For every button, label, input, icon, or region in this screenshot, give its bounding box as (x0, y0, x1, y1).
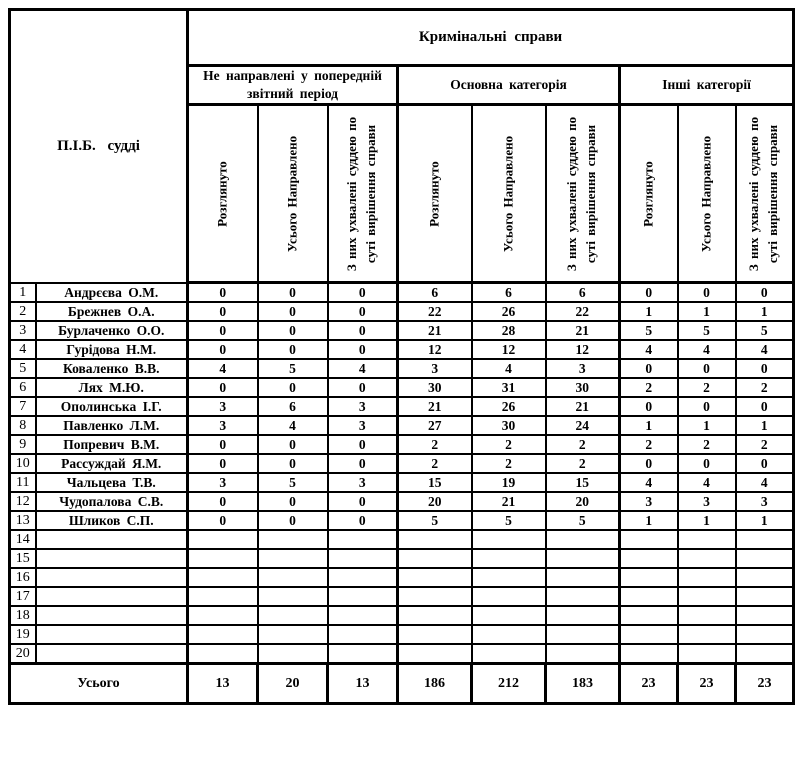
column-header-g2-c2 (736, 105, 794, 283)
judge-name: Чудопалова С.В. (36, 492, 188, 511)
column-header-g1-c0 (398, 105, 472, 283)
value-cell: 5 (258, 359, 328, 378)
value-cell (620, 530, 678, 549)
value-cell (546, 587, 620, 606)
value-cell: 3 (328, 416, 398, 435)
row-number: 4 (10, 340, 36, 359)
value-cell (328, 587, 398, 606)
value-cell: 0 (258, 302, 328, 321)
total-value-cell: 13 (328, 664, 398, 704)
value-cell: 4 (472, 359, 546, 378)
value-cell (472, 606, 546, 625)
value-cell: 15 (546, 473, 620, 492)
value-cell (620, 606, 678, 625)
table-body (10, 283, 794, 664)
value-cell: 4 (328, 359, 398, 378)
column-header-g0-c1 (258, 105, 328, 283)
judge-column-header: П.І.Б. судді (10, 10, 188, 283)
group-header-other-categories: Інші категорії (620, 66, 794, 105)
value-cell: 2 (472, 454, 546, 473)
value-cell: 0 (328, 283, 398, 303)
value-cell (188, 549, 258, 568)
row-number: 16 (10, 568, 36, 587)
judge-name (36, 587, 188, 606)
table-row (10, 492, 794, 511)
table-row (10, 568, 794, 587)
value-cell: 30 (472, 416, 546, 435)
value-cell (736, 568, 794, 587)
value-cell: 4 (736, 473, 794, 492)
value-cell: 27 (398, 416, 472, 435)
value-cell: 3 (188, 473, 258, 492)
total-value-cell: 23 (620, 664, 678, 704)
judge-name (36, 644, 188, 664)
value-cell: 2 (736, 435, 794, 454)
value-cell (398, 587, 472, 606)
total-value-cell: 183 (546, 664, 620, 704)
value-cell: 0 (678, 359, 736, 378)
value-cell: 4 (736, 340, 794, 359)
table-row (10, 397, 794, 416)
value-cell: 3 (188, 397, 258, 416)
value-cell (620, 644, 678, 664)
value-cell: 6 (546, 283, 620, 303)
value-cell (546, 606, 620, 625)
value-cell (398, 549, 472, 568)
value-cell: 21 (546, 397, 620, 416)
value-cell: 3 (328, 473, 398, 492)
value-cell (736, 549, 794, 568)
value-cell: 4 (678, 473, 736, 492)
value-cell (678, 568, 736, 587)
judge-name: Ополинська І.Г. (36, 397, 188, 416)
value-cell: 1 (736, 302, 794, 321)
value-cell: 1 (678, 416, 736, 435)
row-number: 5 (10, 359, 36, 378)
table-row (10, 283, 794, 303)
column-header-g1-c2 (546, 105, 620, 283)
table-row (10, 473, 794, 492)
value-cell (328, 568, 398, 587)
value-cell: 1 (678, 302, 736, 321)
value-cell (472, 625, 546, 644)
table-row (10, 549, 794, 568)
row-number: 20 (10, 644, 36, 664)
judge-name: Попревич В.М. (36, 435, 188, 454)
value-cell (472, 587, 546, 606)
value-cell (678, 530, 736, 549)
value-cell: 4 (678, 340, 736, 359)
value-cell: 4 (620, 473, 678, 492)
value-cell (736, 625, 794, 644)
judge-name (36, 530, 188, 549)
value-cell (328, 549, 398, 568)
total-value-cell: 212 (472, 664, 546, 704)
value-cell (546, 625, 620, 644)
judge-name: Гурідова Н.М. (36, 340, 188, 359)
value-cell: 2 (678, 378, 736, 397)
value-cell (188, 644, 258, 664)
value-cell: 0 (188, 378, 258, 397)
value-cell: 1 (678, 511, 736, 530)
value-cell: 0 (188, 302, 258, 321)
total-value-cell: 23 (736, 664, 794, 704)
value-cell: 31 (472, 378, 546, 397)
value-cell: 0 (620, 359, 678, 378)
table-row (10, 606, 794, 625)
value-cell: 26 (472, 302, 546, 321)
value-cell: 3 (328, 397, 398, 416)
value-cell: 1 (620, 416, 678, 435)
value-cell (620, 587, 678, 606)
value-cell: 1 (736, 511, 794, 530)
value-cell: 5 (620, 321, 678, 340)
value-cell (398, 568, 472, 587)
rotated-column-label: З них ухвалені суддею по суті вирішення справи (746, 116, 781, 272)
value-cell: 0 (328, 435, 398, 454)
total-label: Усього (10, 664, 188, 704)
rotated-column-label: Розглянуто (214, 161, 230, 227)
value-cell (472, 549, 546, 568)
value-cell (620, 568, 678, 587)
rotated-column-label: Усього Направлено (698, 135, 714, 253)
value-cell: 2 (546, 454, 620, 473)
value-cell (546, 644, 620, 664)
value-cell (258, 644, 328, 664)
value-cell: 5 (546, 511, 620, 530)
value-cell (258, 530, 328, 549)
judge-name: Брежнев О.А. (36, 302, 188, 321)
row-number: 17 (10, 587, 36, 606)
value-cell (678, 644, 736, 664)
value-cell: 0 (188, 454, 258, 473)
value-cell: 2 (546, 435, 620, 454)
table-row (10, 435, 794, 454)
value-cell: 1 (620, 302, 678, 321)
table-row (10, 644, 794, 664)
value-cell: 0 (328, 340, 398, 359)
value-cell (736, 606, 794, 625)
value-cell (188, 530, 258, 549)
row-number: 6 (10, 378, 36, 397)
value-cell (258, 587, 328, 606)
judge-name: Андрєєва О.М. (36, 283, 188, 303)
value-cell (546, 568, 620, 587)
value-cell: 5 (258, 473, 328, 492)
value-cell: 0 (620, 454, 678, 473)
value-cell: 4 (620, 340, 678, 359)
value-cell: 12 (472, 340, 546, 359)
value-cell (188, 625, 258, 644)
value-cell (258, 568, 328, 587)
total-value-cell: 23 (678, 664, 736, 704)
value-cell: 12 (546, 340, 620, 359)
value-cell: 2 (398, 454, 472, 473)
value-cell: 4 (258, 416, 328, 435)
value-cell (398, 606, 472, 625)
table-row (10, 359, 794, 378)
value-cell (620, 625, 678, 644)
rotated-column-label: З них ухвалені суддею по суті вирішення справи (344, 116, 379, 272)
value-cell: 3 (620, 492, 678, 511)
value-cell: 5 (472, 511, 546, 530)
group-header-not-forwarded: Не направлені у попередній звітний період (188, 66, 398, 105)
value-cell: 2 (678, 435, 736, 454)
value-cell (188, 568, 258, 587)
rotated-column-label: Усього Направлено (500, 135, 516, 253)
rotated-column-label: Розглянуто (640, 161, 656, 227)
value-cell: 21 (472, 492, 546, 511)
row-number: 8 (10, 416, 36, 435)
value-cell: 0 (736, 359, 794, 378)
value-cell: 0 (188, 321, 258, 340)
value-cell (678, 606, 736, 625)
value-cell: 0 (678, 283, 736, 303)
value-cell: 6 (472, 283, 546, 303)
value-cell (328, 644, 398, 664)
rotated-column-label: З них ухвалені суддею по суті вирішення справи (564, 116, 599, 272)
value-cell (546, 530, 620, 549)
court-cases-table (8, 8, 795, 705)
value-cell: 0 (328, 321, 398, 340)
value-cell: 26 (472, 397, 546, 416)
judge-name: Лях М.Ю. (36, 378, 188, 397)
value-cell: 5 (678, 321, 736, 340)
judge-name (36, 606, 188, 625)
value-cell: 3 (398, 359, 472, 378)
value-cell (328, 606, 398, 625)
value-cell: 0 (620, 283, 678, 303)
value-cell: 6 (398, 283, 472, 303)
value-cell: 0 (188, 435, 258, 454)
value-cell: 21 (546, 321, 620, 340)
value-cell: 0 (258, 511, 328, 530)
value-cell: 5 (398, 511, 472, 530)
value-cell: 0 (188, 283, 258, 303)
row-number: 11 (10, 473, 36, 492)
row-number: 3 (10, 321, 36, 340)
column-header-g2-c1 (678, 105, 736, 283)
value-cell (398, 644, 472, 664)
row-number: 18 (10, 606, 36, 625)
group-header-main-category: Основна категорія (398, 66, 620, 105)
judge-name: Шликов С.П. (36, 511, 188, 530)
value-cell: 0 (258, 340, 328, 359)
value-cell: 2 (472, 435, 546, 454)
value-cell: 24 (546, 416, 620, 435)
value-cell: 6 (258, 397, 328, 416)
value-cell (328, 530, 398, 549)
value-cell: 0 (736, 397, 794, 416)
table-row (10, 378, 794, 397)
value-cell: 3 (188, 416, 258, 435)
value-cell (678, 625, 736, 644)
value-cell (472, 568, 546, 587)
value-cell: 0 (328, 454, 398, 473)
value-cell (398, 530, 472, 549)
value-cell (736, 587, 794, 606)
row-number: 12 (10, 492, 36, 511)
value-cell: 0 (328, 492, 398, 511)
value-cell (546, 549, 620, 568)
value-cell: 0 (258, 283, 328, 303)
judge-name: Рассуждай Я.М. (36, 454, 188, 473)
row-number: 13 (10, 511, 36, 530)
value-cell: 0 (188, 511, 258, 530)
value-cell: 12 (398, 340, 472, 359)
value-cell: 22 (546, 302, 620, 321)
value-cell: 30 (546, 378, 620, 397)
row-number: 10 (10, 454, 36, 473)
value-cell: 1 (736, 416, 794, 435)
value-cell: 0 (258, 321, 328, 340)
value-cell: 0 (736, 454, 794, 473)
value-cell (678, 587, 736, 606)
value-cell (258, 606, 328, 625)
value-cell: 0 (258, 454, 328, 473)
value-cell: 28 (472, 321, 546, 340)
column-header-g0-c2 (328, 105, 398, 283)
value-cell: 3 (678, 492, 736, 511)
row-number: 9 (10, 435, 36, 454)
value-cell: 0 (328, 511, 398, 530)
judge-name: Бурлаченко О.О. (36, 321, 188, 340)
value-cell: 19 (472, 473, 546, 492)
value-cell (188, 606, 258, 625)
value-cell: 0 (678, 454, 736, 473)
value-cell: 20 (398, 492, 472, 511)
rotated-column-label: Розглянуто (426, 161, 442, 227)
value-cell: 21 (398, 397, 472, 416)
column-header-g1-c1 (472, 105, 546, 283)
table-row (10, 625, 794, 644)
row-number: 15 (10, 549, 36, 568)
value-cell: 4 (188, 359, 258, 378)
value-cell: 0 (620, 397, 678, 416)
value-cell: 2 (620, 378, 678, 397)
judge-name (36, 568, 188, 587)
table-row (10, 321, 794, 340)
row-number: 2 (10, 302, 36, 321)
value-cell: 15 (398, 473, 472, 492)
value-cell (736, 530, 794, 549)
column-header-g2-c0 (620, 105, 678, 283)
value-cell (472, 530, 546, 549)
table-row (10, 587, 794, 606)
value-cell: 21 (398, 321, 472, 340)
value-cell: 0 (258, 435, 328, 454)
title-row (10, 10, 794, 66)
judge-name: Коваленко В.В. (36, 359, 188, 378)
judge-name: Чальцева Т.В. (36, 473, 188, 492)
value-cell: 0 (188, 492, 258, 511)
table-row (10, 530, 794, 549)
row-number: 14 (10, 530, 36, 549)
total-row (10, 664, 794, 704)
value-cell: 0 (258, 378, 328, 397)
table-row (10, 302, 794, 321)
value-cell: 3 (736, 492, 794, 511)
row-number: 19 (10, 625, 36, 644)
value-cell: 20 (546, 492, 620, 511)
value-cell: 2 (398, 435, 472, 454)
value-cell (258, 625, 328, 644)
rotated-column-label: Усього Направлено (284, 135, 300, 253)
value-cell: 0 (188, 340, 258, 359)
value-cell (188, 587, 258, 606)
value-cell: 0 (328, 378, 398, 397)
total-value-cell: 13 (188, 664, 258, 704)
table-row (10, 454, 794, 473)
judge-name (36, 625, 188, 644)
value-cell: 1 (620, 511, 678, 530)
value-cell: 0 (736, 283, 794, 303)
row-number: 7 (10, 397, 36, 416)
value-cell (678, 549, 736, 568)
value-cell: 3 (546, 359, 620, 378)
value-cell (258, 549, 328, 568)
table-row (10, 511, 794, 530)
value-cell (472, 644, 546, 664)
total-value-cell: 186 (398, 664, 472, 704)
judge-name: Павленко Л.М. (36, 416, 188, 435)
table-row (10, 340, 794, 359)
table-title: Кримінальні справи (188, 10, 794, 66)
value-cell (620, 549, 678, 568)
table-row (10, 416, 794, 435)
value-cell: 5 (736, 321, 794, 340)
value-cell: 0 (678, 397, 736, 416)
judge-name (36, 549, 188, 568)
total-value-cell: 20 (258, 664, 328, 704)
value-cell (398, 625, 472, 644)
value-cell: 22 (398, 302, 472, 321)
value-cell: 2 (736, 378, 794, 397)
column-header-g0-c0 (188, 105, 258, 283)
value-cell: 2 (620, 435, 678, 454)
row-number: 1 (10, 283, 36, 303)
value-cell (328, 625, 398, 644)
value-cell: 0 (328, 302, 398, 321)
value-cell: 30 (398, 378, 472, 397)
value-cell (736, 644, 794, 664)
value-cell: 0 (258, 492, 328, 511)
